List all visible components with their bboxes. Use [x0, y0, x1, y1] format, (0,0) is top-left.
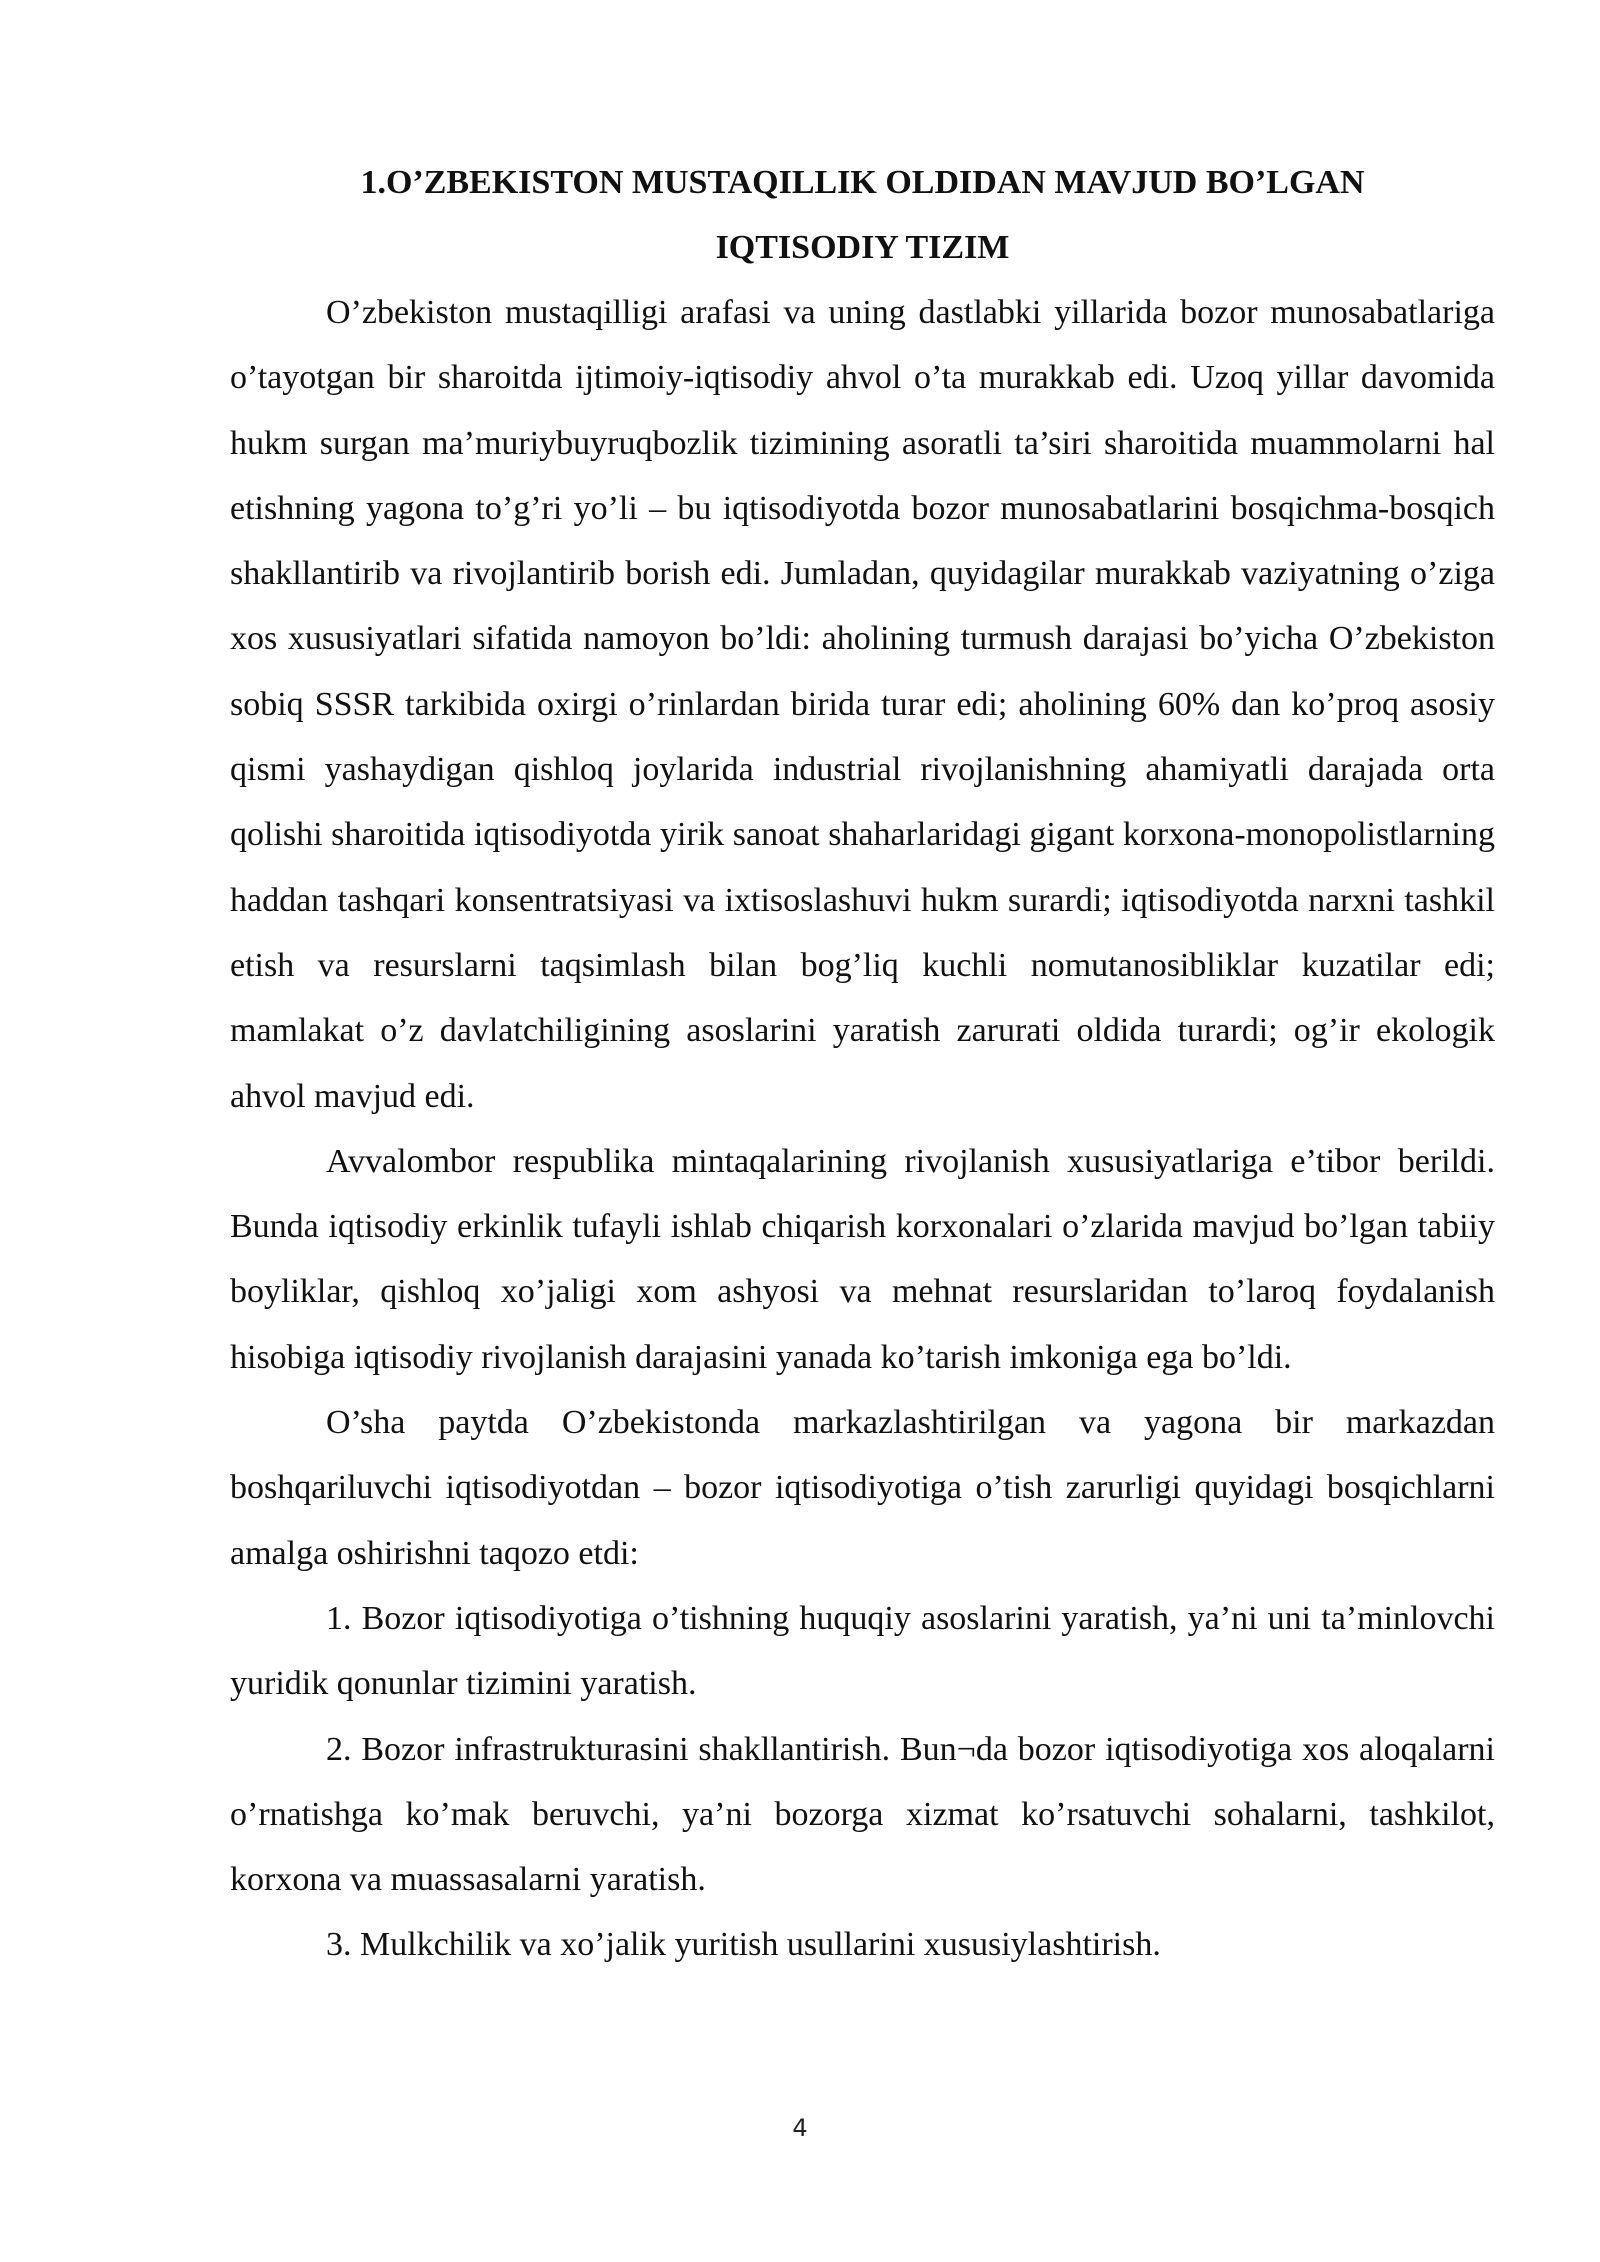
paragraph-intro: O’zbekiston mustaqilligi arafasi va uning dastlabki yillarida bozor munosabatlariga o’tayotgan bir sharoitda ijtimoiy-iqtisodiy ahvol o’ta murakkab edi. Uzoq yillar davomida hukm surgan ma’muriybuyruqbozlik tizimining asoratli ta’siri sharoitida muammolarni hal etishning yagona to’g’ri yo’li – bu iqtisodiyotda bozor munosabatlarini bosqichma-bosqich shakllantirib va rivojlantirib borish edi. Jumladan, quyidagilar murakkab vaziyatning o’ziga xos xususiyatlari sifatida namoyon bo’ldi: aholining turmush darajasi bo’yicha O’zbekiston sobiq SSSR tarkibida oxirgi o’rinlardan birida turar edi; aholining 60% dan ko’proq asosiy qismi yashaydigan qishloq joylarida industrial rivojlanishning ahamiyatli darajada orta qolishi sharoitida iqtisodiyotda yirik sanoat shaharlaridagi gigant korxona-monopolistlarning haddan tashqari konsentratsiyasi va ixtisoslashuvi hukm surardi; iqtisodiyotda narxni tashkil etish va resurslarni taqsimlash bilan bog’liq kuchli nomutanosibliklar kuzatilar edi; mamlakat o’z davlatchiligining asoslarini yaratish zarurati oldida turardi; og’ir ekologik ahvol mavjud edi. [230, 294, 1495, 1115]
paragraph-regions: Avvalombor respublika mintaqalarining rivojlanish xususiyatlariga e’tibor berildi. Bunda iqtisodiy erkinlik tufayli ishlab chiqarish korxonalari o’zlarida mavjud bo’lgan tabiiy boyliklar, qishloq xo’jaligi xom ashyosi va mehnat resurslaridan to’laroq foydalanish hisobiga iqtisodiy rivojlanish darajasini yanada ko’tarish imkoniga ega bo’ldi. [230, 1142, 1495, 1376]
page-number: 4 [792, 2114, 808, 2142]
list-item-2: 2. Bozor infrastrukturasini shakllantirish. Bun¬da bozor iqtisodiyotiga xos aloqalarni o’rnatishga ko’mak beruvchi, ya’ni bozorga xizmat ko’rsatuvchi sohalarni, tashkilot, korxona va muassasalarni yaratish. [230, 1730, 1495, 1899]
section-heading-line-1: 1.O’ZBEKISTON MUSTAQILLIK OLDIDAN MAVJUD BO’LGAN [360, 164, 1365, 201]
list-item-3: 3. Mulkchilik va xo’jalik yuritish usullarini xususiylashtirish. [326, 1926, 1161, 1964]
paragraph-transition: O’sha paytda O’zbekistonda markazlashtirilgan va yagona bir markazdan boshqariluvchi iqtisodiyotdan – bozor iqtisodiyotiga o’tish zarurligi quyidagi bosqichlarni amalga oshirishni taqozo etdi: [230, 1404, 1495, 1572]
document-page [230, 150, 1495, 1978]
list-item-1: 1. Bozor iqtisodiyotiga o’tishning huquqiy asoslarini yaratish, ya’ni uni ta’minlovchi yuridik qonunlar tizimini yaratish. [230, 1599, 1495, 1703]
section-heading-line-2: IQTISODIY TIZIM [715, 229, 1010, 266]
